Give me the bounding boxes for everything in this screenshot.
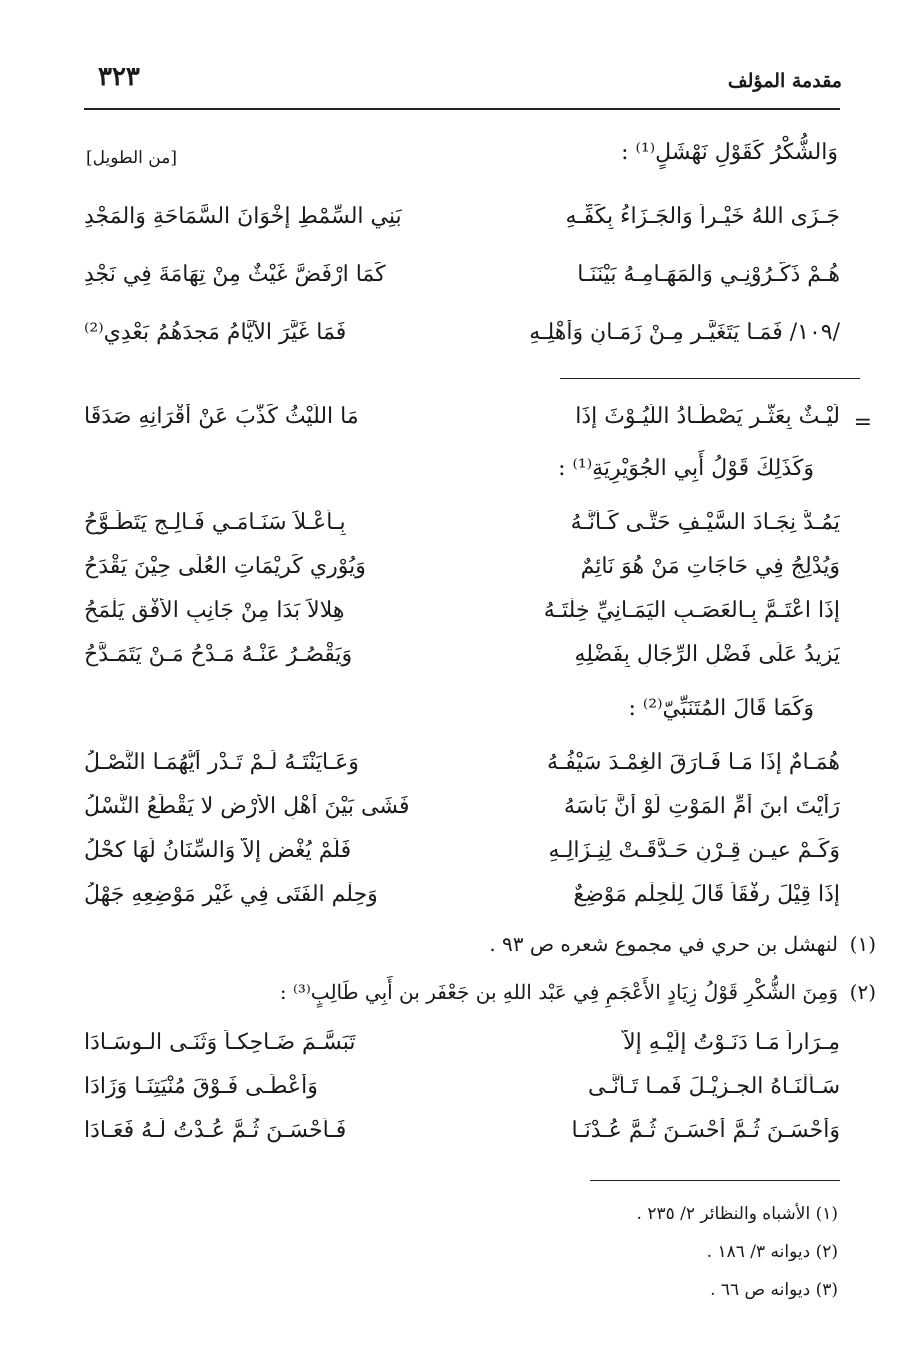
verse-second-hemistich: وَيَقْصُـرُ عَنْـهُ مَـدْحُ مَـنْ يَتَمَـدَّحُ: [84, 642, 353, 667]
verse-line: [84, 794, 840, 819]
running-header-title: مقدمة المؤلف: [727, 70, 842, 92]
verse-line: [84, 262, 840, 287]
verse-line: [84, 1030, 840, 1055]
verse-second-hemistich: فَمَا غَيَّرَ الأَيَّامُ مَجدَهُمُ بَعْدِي⁽²⁾: [84, 320, 347, 345]
footnote-number: (٢): [849, 980, 876, 1004]
page-number: ٣٢٣: [98, 62, 140, 92]
verse-line: [84, 554, 840, 579]
verse-first-hemistich: وَأَحْسَـنَ ثُـمَّ أَحْسَـنَ ثُـمَّ عُـدْنَـا: [571, 1118, 840, 1143]
verse-second-hemistich: وَحِلْم الفَتَى فِي غَيْرِ مَوْضِعِهِ جَهْلُ: [84, 882, 378, 907]
verse-second-hemistich: مَا اللَّيْثُ كَذَّبَ عَنْ أَقْرَانِهِ صَدَقَا: [84, 404, 359, 429]
verse-first-hemistich: /١٠٩/ فَمَـا يَتَغَيَّـرِ مِـنْ زَمَـانٍ وَأَهْلِـهِ: [529, 320, 840, 345]
bottom-footnote: (٣) ديوانه ص ٦٦ .: [710, 1280, 838, 1300]
verse-second-hemistich: وَعَـايَنْتَـهُ لَـمْ تَـدْرِ أَيُّهُمَـا النَّصْـلُ: [84, 750, 359, 775]
verse-second-hemistich: بَنِي السِّمْطِ إِخْوَانَ السَّمَاحَةِ وَالمَجْدِ: [84, 204, 402, 229]
verse-line: [84, 1118, 840, 1143]
verse-first-hemistich: سَـأَلْنَـاهُ الجـزِيْـلَ فَمـا تَـأَنَّـى: [588, 1074, 840, 1099]
verse-line: [84, 642, 840, 667]
intro-mutanabbi: وَكَمَا قَالَ المُتَنَبِّيّ⁽²⁾ :: [628, 696, 814, 721]
intro-abu-juwayriya: وَكَذَلِكَ قَوْلُ أَبِي الجُوَيْرِيَةِ⁽¹⁾ :: [558, 456, 814, 481]
verse-line: [84, 882, 840, 907]
verse-line: [84, 204, 840, 229]
verse-first-hemistich: وَيُدْلِجُ فِي حَاجَاتِ مَنْ هُوَ نَائِمٌ: [580, 554, 840, 579]
verse-line: [84, 1074, 840, 1099]
verse-line: [84, 404, 840, 429]
verse-first-hemistich: لَيْـثٌ بِعَثَّـرٍ يَصْطَـادُ اللُّيُـوْثَ إِذَا: [575, 404, 840, 429]
verse-second-hemistich: وَيُوْرِي كَرِيْمَاتِ العُلَى حِيْنَ يَقْدَحُ: [84, 554, 366, 579]
verse-second-hemistich: فَلَمْ يُغْضِ إِلاَّ وَالسِّنَانُ لَهَا كحْلُ: [84, 838, 352, 863]
verse-line: [84, 598, 840, 623]
verse-first-hemistich: إِذَا اعْتَـمَّ بِـالعَصَـبِ اليَمَـانِيِّ خِلْتَـهُ: [543, 598, 840, 623]
footnote-text: وَمِنَ الشُّكْرِ قَوْلُ زِيَادٍ الأَعْجَمِ فِي عَبْد اللهِ بن جَعْفَر بن أَبِي طَالِبٍ⁽³⁾ :: [279, 980, 838, 1004]
verse-line: [84, 510, 840, 535]
verse-first-hemistich: يَمُـدُّ نِجَـادَ السَّيْـفِ حَتَّـى كَـأَنَّـهُ: [570, 510, 840, 535]
verse-first-hemistich: مِـرَاراً مَـا دَنَـوْتُ إِلَيْـهِ إِلاَّ: [623, 1030, 840, 1055]
bottom-footnote: (١) الأشباه والنظائر ٢/ ٢٣٥ .: [636, 1204, 838, 1224]
verse-first-hemistich: هُـمْ ذَكَّـرُوْنِـي وَالمَهَـامِـهُ بَيْنَنَـا: [577, 262, 840, 287]
verse-second-hemistich: بِـأَعْـلاَ سَنَـامَـي فَـالِـجٍ يَتَطَـوَّحُ: [84, 510, 346, 535]
footnote-number: (١): [849, 932, 876, 956]
verse-line: [84, 838, 840, 863]
verse-second-hemistich: فَشَى بَيْنَ أَهْلِ الأَرْضِ لا يَقْطَعُ النَّسْلُ: [84, 794, 410, 819]
verse-first-hemistich: رَأَيْتَ ابنَ أُمِّ المَوْتِ لَوْ أَنَّ بَأْسَهُ: [563, 794, 840, 819]
verse-second-hemistich: كَمَا ارْفَضَّ غَيْثٌ مِنْ تِهَامَةَ فِي نَجْدِ: [84, 262, 386, 287]
verse-first-hemistich: وَكَـمْ عيـنِ قِـرْنٍ حَـدَّقَـتْ لِنِـزَالِـهِ: [548, 838, 840, 863]
footnote-separator-rule: [560, 378, 860, 379]
verse-second-hemistich: هِلالاً بَدَا مِنْ جَانِبِ الأُفْقِ يَلْمَحُ: [84, 598, 345, 623]
bottom-footnote: (٢) ديوانه ٣/ ١٨٦ .: [706, 1242, 838, 1262]
verse-line: [84, 320, 840, 345]
verse-first-hemistich: جَـزَى اللهُ خَيْـراً وَالجَـزَاءُ بِكَفِّـهِ: [565, 204, 840, 229]
verse-first-hemistich: هُمَـامٌ إِذَا مَـا فَـارَقَ الغِمْـدَ سَيْفُـهُ: [547, 750, 840, 775]
intro-nahshal: وَالشُّكْرُ كَقَوْلِ نَهْشَلٍ⁽¹⁾ :: [621, 140, 838, 165]
bottom-footnote-rule: [590, 1180, 840, 1181]
meter-label: [من الطويل]: [86, 148, 177, 168]
header-rule: [84, 108, 840, 110]
verse-first-hemistich: يَزِيدُ عَلَى فَضْلِ الرِّجَالِ بِفَضْلِهِ: [574, 642, 840, 667]
footnote-text: لنهشل بن حري في مجموع شعره ص ٩٣ .: [489, 932, 838, 956]
continuation-mark: =: [853, 410, 872, 435]
verse-second-hemistich: فَـأَحْسَـنَ ثُـمَّ عُـدْتُ لَـهُ فَعَـادَا: [84, 1118, 347, 1143]
verse-first-hemistich: إِذَا قِيْلَ رِفْقَاً قَالَ لِلْحِلْمِ مَوْضِعٌ: [573, 882, 840, 907]
verse-line: [84, 750, 840, 775]
verse-second-hemistich: تَبَسَّـمَ ضَـاحِكـاً وَثَنَـى الـوِسَـادَا: [84, 1030, 356, 1055]
verse-second-hemistich: وَأَعْطَـى فَـوْقَ مُنْيَتِنَـا وَزَادَا: [84, 1074, 318, 1099]
